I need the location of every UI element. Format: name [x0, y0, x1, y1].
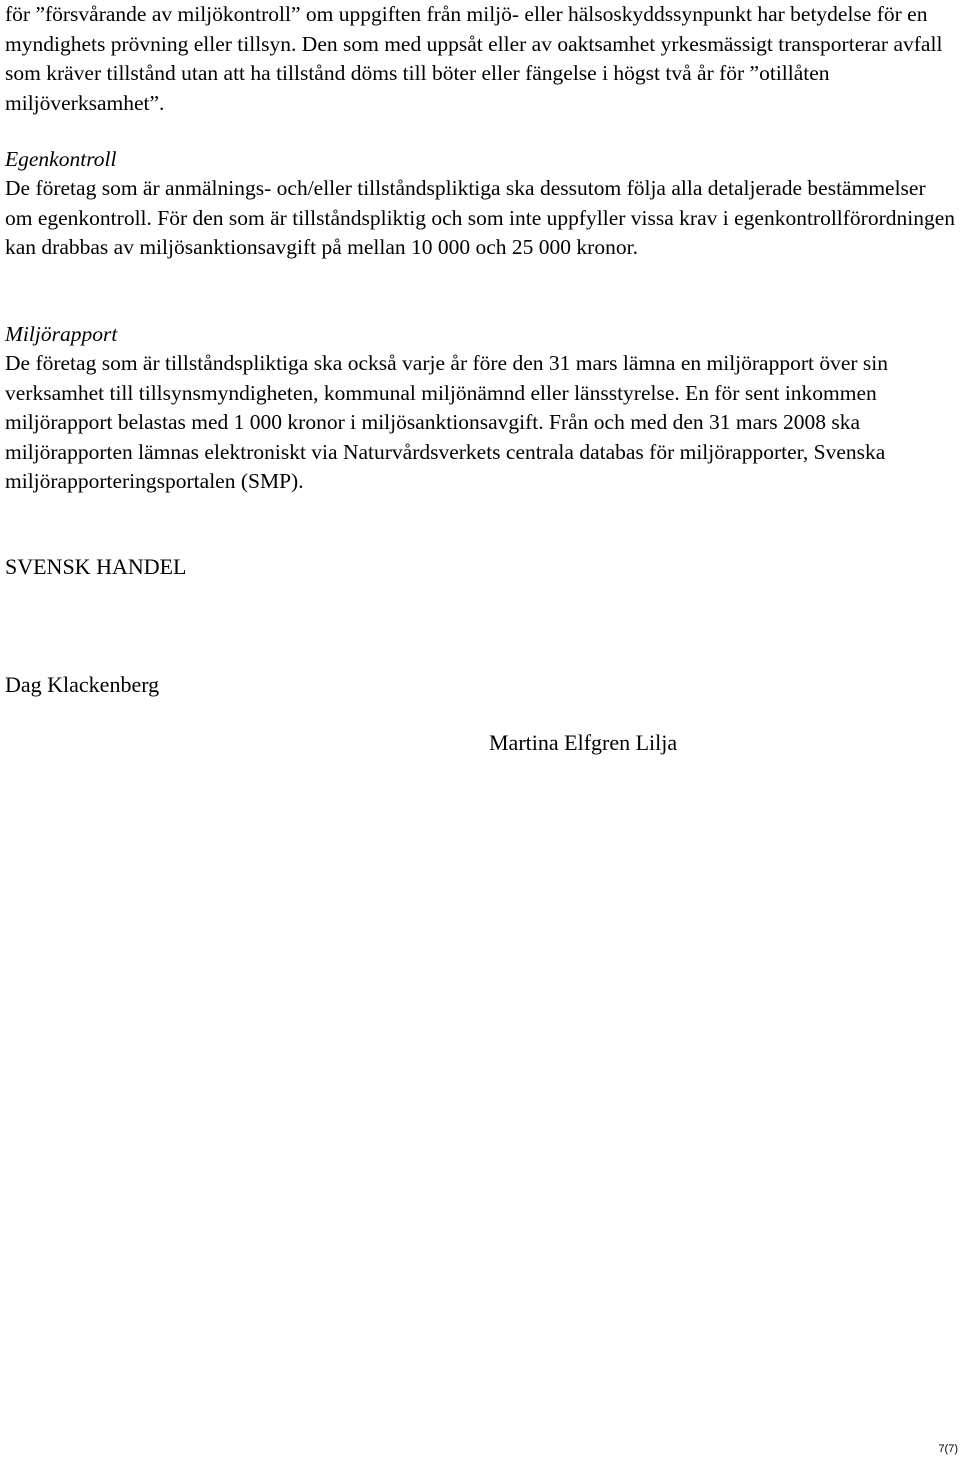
page-number: 7(7)	[938, 1443, 958, 1455]
intro-paragraph: för ”försvårande av miljökontroll” om uppgiften från miljö- eller hälsoskyddssynpunkt har betydelse för en myndighets prövning eller tillsyn. Den som med uppsåt eller av oaktsamhet yrkesmässigt transporterar avfall som kräver tillstånd utan att ha tillstånd döms till böter eller fängelse i högst två år för ”otillåten miljöverksamhet”.	[5, 2, 943, 115]
signatory-2: Martina Elfgren Lilja	[489, 730, 678, 755]
signatory-1: Dag Klackenberg	[5, 672, 160, 697]
section-body-egenkontroll: De företag som är anmälnings- och/eller tillståndspliktiga ska dessutom följa alla detaljerade bestämmelser om egenkontroll. För den som är tillståndspliktig och som inte uppfyller vissa krav i egenkontrollförordningen kan drabbas av miljösanktionsavgift på mellan 10 000 och 25 000 kronor.	[5, 176, 956, 259]
section-heading-miljorapport: Miljörapport	[5, 322, 118, 346]
section-body-miljorapport: De företag som är tillståndspliktiga ska också varje år före den 31 mars lämna en miljörapport över sin verksamhet till tillsynsmyndigheten, kommunal miljönämnd eller länsstyrelse. En för sent inkommen miljörapport belastas med 1 000 kronor i miljösanktionsavgift. Från och med den 31 mars 2008 ska miljörapporten lämnas elektroniskt via Naturvårdsverkets centrala databas för miljörapporter, Svenska miljörapporteringsportalen (SMP).	[5, 351, 889, 493]
organization-name: SVENSK HANDEL	[5, 554, 187, 579]
section-heading-egenkontroll: Egenkontroll	[5, 147, 117, 171]
